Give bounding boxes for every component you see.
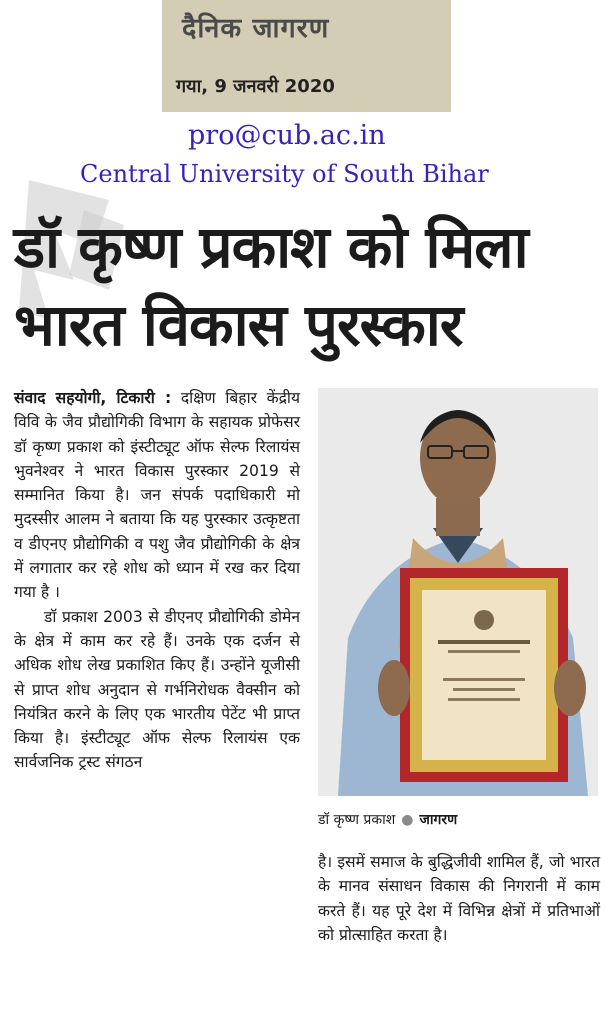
newspaper-name: दैनिक जागरण	[182, 13, 330, 44]
article-paragraph-3: है। इसमें समाज के बुद्धिजीवी शामिल हैं, जो भारत के मानव संसाधन विकास की निगरानी में काम करते हैं। यह पूरे देश में विभिन्न क्षेत्रों में प्रतिभाओं को प्रोत्साहित करता है।	[318, 853, 600, 944]
bullet-icon: ●	[401, 812, 414, 828]
dateline: गया, 9 जनवरी 2020	[176, 76, 335, 97]
byline: संवाद सहयोगी, टिकारी :	[14, 389, 172, 407]
headline	[14, 208, 604, 364]
article-paragraph-1: दक्षिण बिहार केंद्रीय विवि के जैव प्रौद्योगिकी विभाग के सहायक प्रोफेसर डॉ कृष्ण प्रकाश को इंस्टीट्यूट ऑफ सेल्फ रिलायंस भुवनेश्वर ने भारत विकास पुरस्कार 2019 से सम्मानित किया है। जन संपर्क पदाधिकारी मो मुदस्सीर आलम ने बताया कि यह पुरस्कार उत्कृष्टता व डीएनए प्रौद्योगिकी व पशु जैव प्रौद्योगिकी के क्षेत्र में लगातार कर रहे शोध को ध्यान में रख कर दिया गया है ।	[14, 389, 301, 602]
article-paragraph-2: डॉ प्रकाश 2003 से डीएनए प्रौद्योगिकी डोमेन के क्षेत्र में काम कर रहे हैं। उनके एक दर्जन से अधिक शोध लेख प्रकाशित किए हैं। उन्होंने यूजीसी से प्राप्त शोध अनुदान से गर्भनिरोधक वैक्सीन को नियंत्रित करने के लिए एक भारतीय पेटेंट भी प्राप्त किया है। इंस्टीट्यूट ऑफ सेल्फ रिलायंस एक सार्वजनिक ट्रस्ट संगठन	[14, 607, 300, 772]
newspaper-masthead	[162, 0, 451, 112]
photo-credit: जागरण	[419, 812, 458, 828]
headline-line-1: डॉ कृष्ण प्रकाश को मिला	[14, 213, 528, 281]
article-column-right	[318, 850, 600, 947]
article-column-left	[14, 386, 300, 775]
photo-caption	[318, 810, 457, 829]
contact-email[interactable]: pro@cub.ac.in	[188, 120, 386, 151]
award-photo	[318, 388, 598, 796]
university-name: Central University of South Bihar	[80, 160, 489, 188]
headline-line-2: भारत विकास पुरस्कार	[14, 291, 463, 359]
caption-name: डॉ कृष्ण प्रकाश	[318, 812, 396, 828]
